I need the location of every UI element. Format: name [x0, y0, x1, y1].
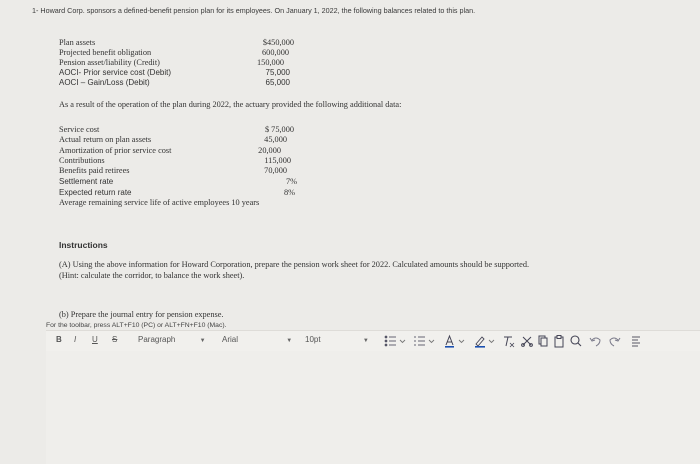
paragraph-select-value: Paragraph — [138, 335, 176, 344]
text-color-icon[interactable] — [445, 336, 454, 348]
data-label: Expected return rate — [59, 188, 132, 197]
instruction-part-b: (b) Prepare the journal entry for pension expense. — [59, 310, 224, 319]
data-value: 115,000 — [264, 156, 291, 165]
operation-intro: As a result of the operation of the plan during 2022, the actuary provided the following additional data: — [59, 100, 402, 109]
chevron-down-icon: ▼ — [199, 338, 206, 344]
data-value: 45,000 — [264, 135, 287, 144]
font-select[interactable] — [222, 335, 292, 344]
balance-label: AOCI- Prior service cost (Debit) — [59, 68, 172, 77]
cut-icon[interactable] — [522, 337, 533, 346]
font-select-value: Arial — [222, 335, 239, 344]
chevron-down-icon: ▼ — [362, 338, 369, 344]
highlight-color-icon[interactable] — [475, 337, 485, 348]
chevron-down-icon — [459, 340, 464, 343]
bulleted-list-icon[interactable] — [385, 336, 396, 346]
data-value: 20,000 — [258, 146, 281, 155]
balance-label: AOCI – Gain/Loss (Debit) — [59, 78, 150, 87]
data-label: Benefits paid retirees — [59, 166, 130, 175]
balance-label: Plan assets — [59, 38, 96, 47]
balance-value: 150,000 — [257, 58, 284, 67]
data-label: Contributions — [59, 156, 105, 165]
chevron-down-icon: ▼ — [286, 338, 293, 344]
data-label: Amortization of prior service cost — [59, 146, 172, 155]
data-label: Average remaining service life of active employees 10 years — [59, 198, 260, 207]
toolbar-icons — [382, 334, 682, 348]
redo-icon[interactable] — [610, 338, 620, 346]
instruction-part-a-hint: (Hint: calculate the corridor, to balance the work sheet). — [59, 271, 245, 280]
balance-label: Projected benefit obligation — [59, 48, 152, 57]
size-select[interactable] — [305, 335, 369, 344]
underline-button[interactable]: U — [92, 335, 98, 344]
question-title: 1- Howard Corp. sponsors a defined-benefit pension plan for its employees. On January 1, 2022, the following balances related to this plan. — [32, 6, 476, 15]
data-value: 7% — [285, 177, 297, 186]
chevron-down-icon — [489, 340, 494, 343]
search-icon[interactable] — [571, 336, 581, 346]
chevron-down-icon — [429, 340, 434, 343]
undo-icon[interactable] — [590, 338, 600, 346]
align-icon[interactable] — [632, 337, 640, 346]
size-select-value: 10pt — [305, 335, 321, 344]
data-value: 70,000 — [264, 166, 287, 175]
data-value: 8% — [283, 188, 295, 197]
italic-button[interactable]: I — [74, 335, 77, 344]
editor-toolbar — [46, 330, 700, 352]
bold-button[interactable]: B — [56, 335, 62, 344]
toolbar-hint: For the toolbar, press ALT+F10 (PC) or ALT+FN+F10 (Mac). — [46, 322, 227, 329]
paragraph-select[interactable] — [138, 335, 206, 344]
data-label: Settlement rate — [59, 177, 114, 186]
strikethrough-button[interactable]: S — [112, 335, 118, 344]
data-label: Service cost — [59, 125, 100, 134]
instruction-part-a: (A) Using the above information for Howard Corporation, prepare the pension work sheet for 2022. Calculated amounts should be supported. — [59, 260, 530, 269]
answer-editor[interactable] — [46, 351, 700, 464]
instructions-heading: Instructions — [59, 240, 108, 250]
paste-icon[interactable] — [555, 336, 563, 348]
clear-formatting-icon[interactable] — [504, 337, 514, 347]
balance-label: Pension asset/liability (Credit) — [59, 58, 160, 67]
balance-value: 75,000 — [265, 68, 290, 77]
data-value: $ 75,000 — [264, 125, 294, 134]
numbered-list-icon[interactable] — [415, 336, 425, 346]
balance-value: 65,000 — [265, 78, 290, 87]
copy-icon[interactable] — [539, 336, 547, 346]
balance-value: $450,000 — [262, 38, 294, 47]
data-label: Actual return on plan assets — [59, 135, 152, 144]
chevron-down-icon — [400, 340, 405, 343]
balance-value: 600,000 — [262, 48, 289, 57]
